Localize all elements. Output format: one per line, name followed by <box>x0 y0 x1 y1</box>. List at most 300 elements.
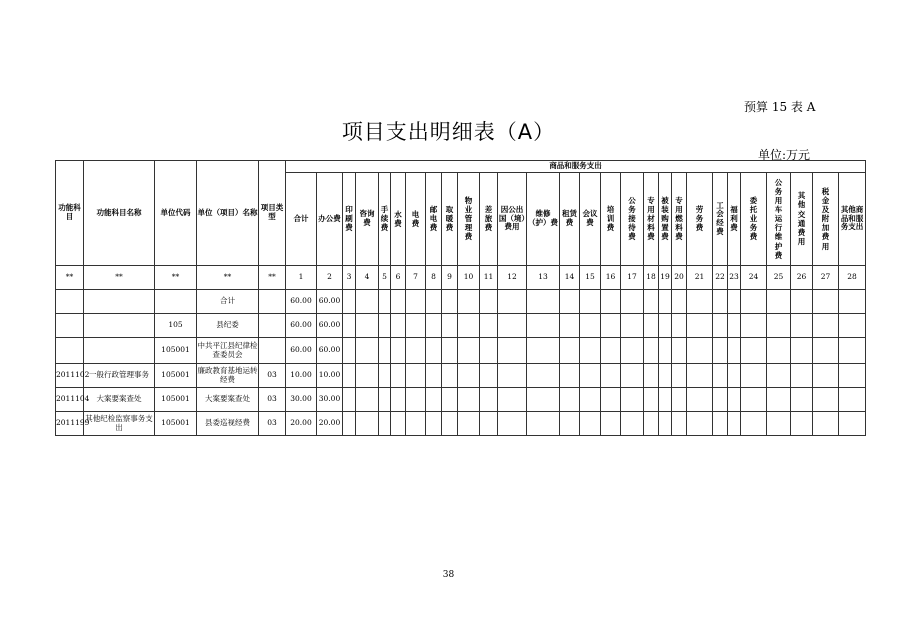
index-number: 13 <box>527 266 560 290</box>
header-expense-label: 办公费 <box>318 213 341 223</box>
cell-empty <box>498 314 527 338</box>
cell-empty <box>713 388 728 412</box>
cell-unit-code: 105001 <box>155 364 197 388</box>
cell-empty <box>458 364 480 388</box>
header-expense-col-21 <box>687 173 713 266</box>
table-row <box>56 290 866 314</box>
cell-empty <box>813 338 839 364</box>
header-expense-label: 培训费 <box>606 205 615 233</box>
cell-empty <box>687 290 713 314</box>
header-expense-col-7 <box>406 173 426 266</box>
header-expense-label: 会议费 <box>582 209 598 227</box>
cell-unit-code: 105001 <box>155 338 197 364</box>
cell-empty <box>644 412 659 436</box>
index-number: 21 <box>687 266 713 290</box>
cell-empty <box>356 290 379 314</box>
cell-empty <box>527 314 560 338</box>
cell-empty <box>791 364 813 388</box>
cell-empty <box>356 314 379 338</box>
cell-total: 10.00 <box>286 364 317 388</box>
index-number: 12 <box>498 266 527 290</box>
header-expense-label: 取暖费 <box>445 205 454 233</box>
index-number: 4 <box>356 266 379 290</box>
cell-empty <box>621 314 644 338</box>
cell-function-code <box>56 290 84 314</box>
header-expense-col-27 <box>813 173 839 266</box>
index-marker: ** <box>84 266 155 290</box>
cell-unit-code: 105001 <box>155 388 197 412</box>
cell-empty <box>741 388 767 412</box>
cell-empty <box>659 290 672 314</box>
header-expense-label: 物业管理费 <box>464 195 473 242</box>
cell-empty <box>741 364 767 388</box>
cell-empty <box>527 388 560 412</box>
cell-empty <box>560 290 580 314</box>
cell-empty <box>379 338 391 364</box>
cell-empty <box>442 338 458 364</box>
header-expense-col-8 <box>426 173 442 266</box>
cell-office-expense: 10.00 <box>317 364 343 388</box>
cell-empty <box>659 388 672 412</box>
cell-unit-code <box>155 290 197 314</box>
cell-function-name: 其他纪检监察事务支出 <box>84 412 155 436</box>
cell-project-type: 03 <box>259 364 286 388</box>
cell-empty <box>728 364 741 388</box>
header-expense-label: 咨询费 <box>359 209 375 227</box>
cell-empty <box>391 364 406 388</box>
cell-empty <box>480 412 498 436</box>
cell-empty <box>458 338 480 364</box>
cell-total: 60.00 <box>286 338 317 364</box>
cell-empty <box>498 290 527 314</box>
header-expense-label: 因公出国（境）费用 <box>498 205 526 232</box>
cell-empty <box>767 388 791 412</box>
cell-empty <box>839 290 866 314</box>
cell-empty <box>713 338 728 364</box>
cell-function-name: 大案要案查处 <box>84 388 155 412</box>
cell-project-type <box>259 290 286 314</box>
cell-total: 20.00 <box>286 412 317 436</box>
index-number: 9 <box>442 266 458 290</box>
header-expense-label: 专用材料费 <box>647 195 655 242</box>
cell-empty <box>839 412 866 436</box>
page-title: 项目支出明细表（A） <box>341 120 556 144</box>
expenditure-table <box>55 160 866 436</box>
index-number: 6 <box>391 266 406 290</box>
cell-empty <box>741 338 767 364</box>
cell-empty <box>644 364 659 388</box>
cell-empty <box>560 388 580 412</box>
cell-unit-name: 廉政教育基地运转经费 <box>197 364 259 388</box>
header-expense-col-4 <box>356 173 379 266</box>
cell-empty <box>767 338 791 364</box>
cell-empty <box>343 314 356 338</box>
cell-empty <box>391 314 406 338</box>
index-marker: ** <box>197 266 259 290</box>
cell-empty <box>498 412 527 436</box>
header-expense-label: 印刷费 <box>345 205 353 233</box>
header-unit-name: 单位（项目）名称 <box>197 161 259 266</box>
index-number: 7 <box>406 266 426 290</box>
cell-empty <box>406 412 426 436</box>
cell-empty <box>458 314 480 338</box>
index-number: 22 <box>713 266 728 290</box>
cell-empty <box>356 364 379 388</box>
index-number: 24 <box>741 266 767 290</box>
table-row <box>56 412 866 436</box>
header-expense-col-17 <box>621 173 644 266</box>
table-row <box>56 364 866 388</box>
header-expense-col-26 <box>791 173 813 266</box>
cell-empty <box>406 364 426 388</box>
cell-empty <box>672 338 687 364</box>
cell-empty <box>560 412 580 436</box>
cell-empty <box>791 388 813 412</box>
cell-empty <box>480 338 498 364</box>
cell-empty <box>728 388 741 412</box>
cell-function-name <box>84 290 155 314</box>
cell-empty <box>672 388 687 412</box>
cell-empty <box>343 290 356 314</box>
cell-empty <box>426 364 442 388</box>
cell-empty <box>343 338 356 364</box>
index-number: 17 <box>621 266 644 290</box>
cell-project-type: 03 <box>259 388 286 412</box>
header-expense-label: 租赁费 <box>562 209 577 227</box>
header-expense-label: 劳务费 <box>695 205 704 233</box>
cell-empty <box>713 364 728 388</box>
cell-empty <box>741 314 767 338</box>
header-expense-col-24 <box>741 173 767 266</box>
cell-empty <box>406 388 426 412</box>
cell-project-type <box>259 314 286 338</box>
cell-empty <box>644 338 659 364</box>
cell-empty <box>791 314 813 338</box>
cell-empty <box>713 290 728 314</box>
header-expense-label: 其他商品和服务支出 <box>840 205 864 232</box>
cell-empty <box>391 388 406 412</box>
cell-function-name: 一般行政管理事务 <box>84 364 155 388</box>
cell-empty <box>560 364 580 388</box>
cell-empty <box>498 338 527 364</box>
cell-empty <box>580 364 601 388</box>
cell-unit-code: 105001 <box>155 412 197 436</box>
cell-empty <box>458 290 480 314</box>
cell-empty <box>343 412 356 436</box>
table-row <box>56 314 866 338</box>
header-expense-col-6 <box>391 173 406 266</box>
cell-empty <box>580 412 601 436</box>
header-expense-col-16 <box>601 173 621 266</box>
cell-empty <box>560 314 580 338</box>
cell-empty <box>480 388 498 412</box>
header-expense-label: 公务用车运行维护费 <box>774 177 783 260</box>
cell-function-name <box>84 314 155 338</box>
index-marker: ** <box>56 266 84 290</box>
cell-empty <box>644 290 659 314</box>
cell-empty <box>728 314 741 338</box>
cell-empty <box>391 412 406 436</box>
cell-empty <box>713 314 728 338</box>
cell-empty <box>580 290 601 314</box>
cell-empty <box>458 388 480 412</box>
cell-unit-name: 大案要案查处 <box>197 388 259 412</box>
cell-empty <box>621 364 644 388</box>
index-number: 18 <box>644 266 659 290</box>
index-number: 19 <box>659 266 672 290</box>
cell-empty <box>791 338 813 364</box>
cell-office-expense: 60.00 <box>317 314 343 338</box>
cell-empty <box>379 364 391 388</box>
cell-empty <box>621 338 644 364</box>
cell-empty <box>767 314 791 338</box>
cell-empty <box>659 364 672 388</box>
header-expense-label: 公务接待费 <box>628 195 636 242</box>
cell-empty <box>601 314 621 338</box>
cell-empty <box>672 290 687 314</box>
cell-unit-code: 105 <box>155 314 197 338</box>
cell-empty <box>480 314 498 338</box>
header-expense-col-15 <box>580 173 601 266</box>
cell-empty <box>442 364 458 388</box>
cell-empty <box>813 388 839 412</box>
header-expense-col-3 <box>343 173 356 266</box>
form-number: 预算 15 表 A <box>744 100 816 114</box>
cell-empty <box>644 388 659 412</box>
cell-total: 30.00 <box>286 388 317 412</box>
cell-empty <box>813 314 839 338</box>
cell-empty <box>767 412 791 436</box>
cell-empty <box>601 412 621 436</box>
cell-empty <box>672 314 687 338</box>
cell-empty <box>687 388 713 412</box>
cell-unit-name: 合计 <box>197 290 259 314</box>
cell-empty <box>426 388 442 412</box>
cell-empty <box>687 314 713 338</box>
cell-empty <box>839 364 866 388</box>
header-expense-col-25 <box>767 173 791 266</box>
cell-empty <box>580 314 601 338</box>
index-number: 11 <box>480 266 498 290</box>
cell-function-code: 2011199 <box>56 412 84 436</box>
cell-empty <box>839 314 866 338</box>
index-marker: ** <box>259 266 286 290</box>
cell-empty <box>687 338 713 364</box>
index-number: 14 <box>560 266 580 290</box>
cell-office-expense: 20.00 <box>317 412 343 436</box>
cell-total: 60.00 <box>286 314 317 338</box>
cell-function-code: 2011102 <box>56 364 84 388</box>
cell-unit-name: 中共平江县纪律检查委员会 <box>197 338 259 364</box>
cell-unit-name: 县纪委 <box>197 314 259 338</box>
cell-empty <box>601 364 621 388</box>
cell-empty <box>767 290 791 314</box>
header-expense-label: 水费 <box>394 209 402 228</box>
cell-empty <box>791 290 813 314</box>
cell-empty <box>580 338 601 364</box>
index-marker: ** <box>155 266 197 290</box>
cell-empty <box>767 364 791 388</box>
cell-empty <box>406 290 426 314</box>
cell-empty <box>426 290 442 314</box>
cell-empty <box>791 412 813 436</box>
cell-empty <box>356 338 379 364</box>
cell-empty <box>356 412 379 436</box>
cell-empty <box>527 364 560 388</box>
header-expense-col-19 <box>659 173 672 266</box>
header-expense-col-5 <box>379 173 391 266</box>
header-expense-col-14 <box>560 173 580 266</box>
cell-empty <box>406 314 426 338</box>
cell-empty <box>621 388 644 412</box>
cell-empty <box>672 412 687 436</box>
header-expense-col-23 <box>728 173 741 266</box>
header-unit-code: 单位代码 <box>155 161 197 266</box>
header-expense-col-11 <box>480 173 498 266</box>
header-expense-label: 被装购置费 <box>661 195 669 242</box>
cell-empty <box>659 314 672 338</box>
cell-empty <box>480 364 498 388</box>
index-number: 20 <box>672 266 687 290</box>
cell-empty <box>713 412 728 436</box>
cell-empty <box>601 338 621 364</box>
index-number: 10 <box>458 266 480 290</box>
cell-empty <box>527 338 560 364</box>
cell-empty <box>426 412 442 436</box>
cell-empty <box>741 412 767 436</box>
cell-empty <box>379 412 391 436</box>
cell-empty <box>813 290 839 314</box>
cell-empty <box>728 290 741 314</box>
header-expense-col-22 <box>713 173 728 266</box>
cell-empty <box>601 388 621 412</box>
cell-total: 60.00 <box>286 290 317 314</box>
cell-empty <box>498 388 527 412</box>
cell-office-expense: 60.00 <box>317 290 343 314</box>
cell-empty <box>458 412 480 436</box>
header-expense-col-12 <box>498 173 527 266</box>
cell-function-name <box>84 338 155 364</box>
cell-empty <box>839 338 866 364</box>
cell-empty <box>621 412 644 436</box>
cell-empty <box>687 412 713 436</box>
header-expense-col-10 <box>458 173 480 266</box>
header-expense-label: 工会经费 <box>716 200 724 236</box>
cell-empty <box>813 412 839 436</box>
cell-empty <box>672 364 687 388</box>
cell-empty <box>527 412 560 436</box>
header-expense-col-28 <box>839 173 866 266</box>
index-number: 2 <box>317 266 343 290</box>
cell-function-code: 2011104 <box>56 388 84 412</box>
header-expense-label: 维修（护）费 <box>528 209 558 227</box>
cell-office-expense: 30.00 <box>317 388 343 412</box>
header-expense-col-18 <box>644 173 659 266</box>
cell-empty <box>741 290 767 314</box>
header-project-type: 项目类型 <box>259 161 286 266</box>
cell-empty <box>839 388 866 412</box>
cell-empty <box>527 290 560 314</box>
header-expense-label: 专用燃料费 <box>675 195 683 242</box>
cell-empty <box>621 290 644 314</box>
header-expense-col-13 <box>527 173 560 266</box>
cell-empty <box>356 388 379 412</box>
header-expense-label: 差旅费 <box>484 205 493 233</box>
index-number: 8 <box>426 266 442 290</box>
index-number: 28 <box>839 266 866 290</box>
cell-empty <box>813 364 839 388</box>
header-expense-label: 其他交通费用 <box>797 191 806 247</box>
header-expense-col-20 <box>672 173 687 266</box>
cell-empty <box>442 412 458 436</box>
header-expense-label: 邮电费 <box>429 205 438 233</box>
header-function-code: 功能科目 <box>56 161 84 266</box>
cell-empty <box>426 338 442 364</box>
cell-empty <box>391 290 406 314</box>
header-expense-label: 税金及附加费用 <box>821 186 830 251</box>
header-expense-label: 福利费 <box>730 205 738 233</box>
cell-project-type: 03 <box>259 412 286 436</box>
header-expense-label: 委托业务费 <box>749 195 758 242</box>
index-number: 16 <box>601 266 621 290</box>
cell-empty <box>426 314 442 338</box>
cell-function-code <box>56 338 84 364</box>
cell-empty <box>379 290 391 314</box>
table-row <box>56 388 866 412</box>
cell-empty <box>659 412 672 436</box>
cell-empty <box>580 388 601 412</box>
cell-empty <box>379 388 391 412</box>
header-expense-col-2 <box>317 173 343 266</box>
cell-office-expense: 60.00 <box>317 338 343 364</box>
header-goods-services-group: 商品和服务支出 <box>286 161 866 173</box>
header-expense-col-1 <box>286 173 317 266</box>
header-expense-label: 合计 <box>293 213 309 223</box>
cell-empty <box>379 314 391 338</box>
cell-empty <box>442 314 458 338</box>
cell-empty <box>728 338 741 364</box>
cell-project-type <box>259 338 286 364</box>
cell-empty <box>728 412 741 436</box>
table-row <box>56 338 866 364</box>
index-number: 15 <box>580 266 601 290</box>
header-expense-label: 手续费 <box>380 205 389 233</box>
cell-empty <box>343 364 356 388</box>
cell-empty <box>480 290 498 314</box>
cell-empty <box>601 290 621 314</box>
header-function-name: 功能科目名称 <box>84 161 155 266</box>
index-number: 3 <box>343 266 356 290</box>
cell-empty <box>687 364 713 388</box>
index-number: 23 <box>728 266 741 290</box>
cell-empty <box>560 338 580 364</box>
cell-empty <box>406 338 426 364</box>
cell-empty <box>391 338 406 364</box>
index-number: 1 <box>286 266 317 290</box>
index-number: 5 <box>379 266 391 290</box>
cell-empty <box>644 314 659 338</box>
cell-empty <box>343 388 356 412</box>
cell-unit-name: 县委巡视经费 <box>197 412 259 436</box>
cell-empty <box>659 338 672 364</box>
page-number: 38 <box>442 570 455 580</box>
cell-empty <box>442 388 458 412</box>
cell-empty <box>442 290 458 314</box>
header-expense-col-9 <box>442 173 458 266</box>
cell-empty <box>498 364 527 388</box>
index-number: 25 <box>767 266 791 290</box>
index-number: 27 <box>813 266 839 290</box>
